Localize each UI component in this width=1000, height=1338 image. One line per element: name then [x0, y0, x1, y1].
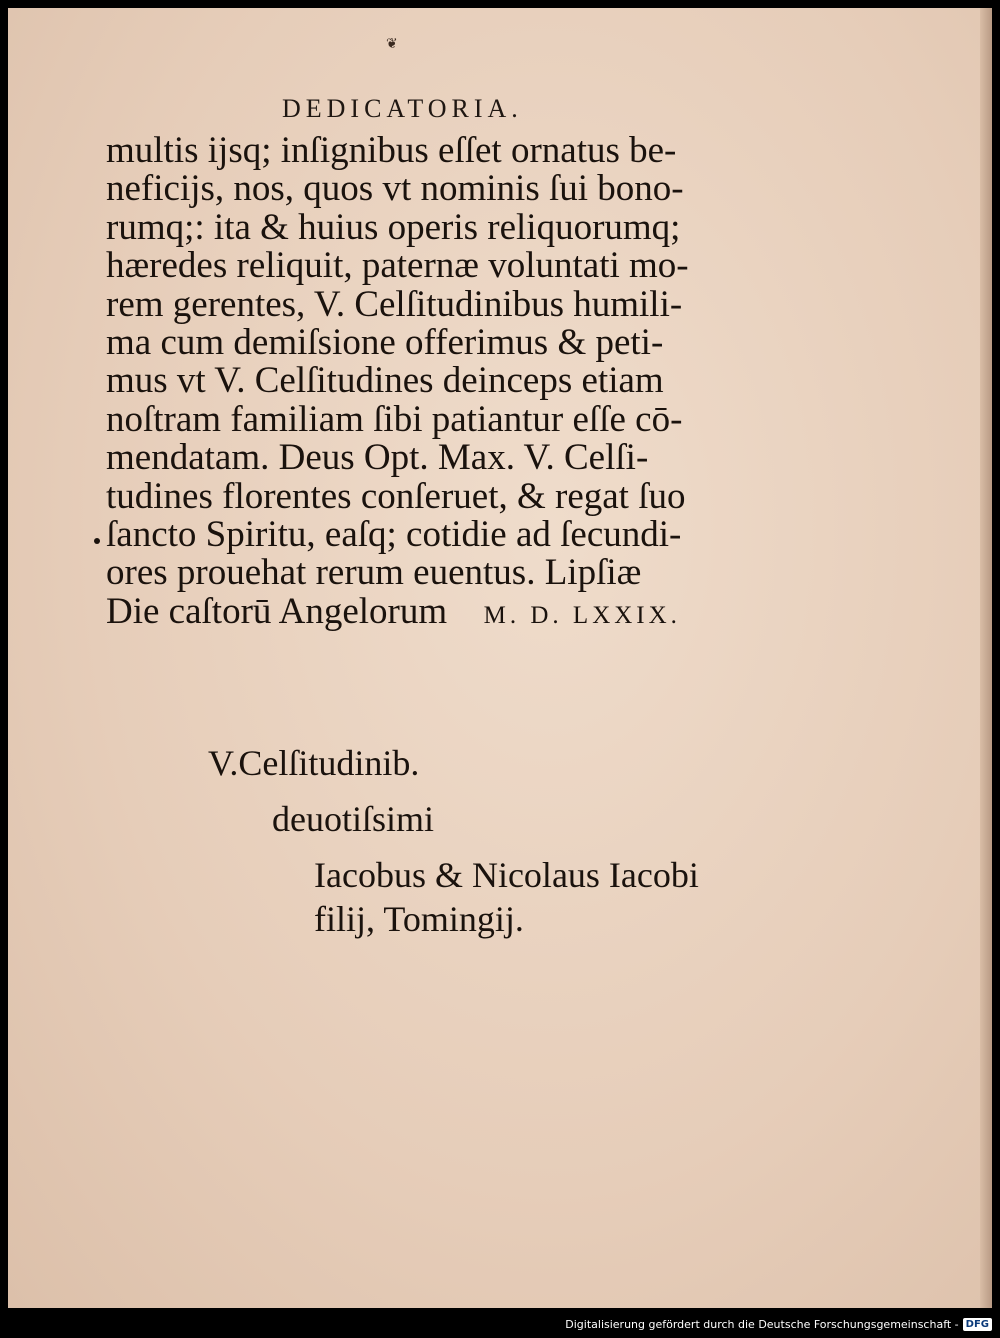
text-line: ſancto Spiritu, eaſq; cotidie ad ſecundi- — [106, 514, 682, 556]
signature-line-3: Iacobus & Nicolaus Iacobi — [314, 855, 699, 895]
running-head: DEDICATORIA. — [282, 94, 523, 123]
text-line: ores prouehat rerum euentus. Lipſiæ — [106, 552, 642, 594]
footer-text: Digitalisierung gefördert durch die Deutsche Forschungsgemeinschaft - — [565, 1317, 959, 1331]
text-line: multis ijsq; inſignibus eſſet ornatus be- — [106, 130, 677, 171]
date-year: M. D. LXXIX. — [483, 601, 681, 629]
signature-line-4: filij, Tomingij. — [314, 899, 524, 939]
signature-line-1: V.Celſitudinib. — [208, 743, 420, 783]
ornament-mark: ❦ — [386, 36, 398, 52]
text-line: noſtram familiam ſibi patiantur eſſe cō- — [106, 398, 683, 440]
signature-line-2: deuotiſsimi — [272, 799, 434, 839]
text-line: ma cum demiſsione offerimus & peti- — [106, 322, 664, 364]
date-text: Die caſtorū Angelorum — [106, 590, 448, 632]
text-line: tudines florentes conſeruet, & regat ſuo — [106, 475, 686, 517]
text-line: rumq;: ita & huius operis reliquorumq; — [106, 206, 681, 248]
digitization-footer — [565, 1312, 992, 1336]
text-line: neficijs, nos, quos vt nominis ſui bono- — [106, 168, 684, 210]
page-edge — [980, 8, 992, 1308]
dfg-logo: DFG — [963, 1318, 992, 1331]
text-line: mendatam. Deus Opt. Max. V. Celſi- — [106, 437, 649, 479]
margin-mark — [94, 538, 100, 544]
text-line: mus vt V. Celſitudines deinceps etiam — [106, 360, 664, 402]
dedication-text — [106, 132, 806, 635]
book-page — [8, 8, 992, 1308]
text-line: hæredes reliquit, paternæ voluntati mo- — [106, 245, 689, 287]
date-line — [106, 590, 806, 635]
text-line: rem gerentes, V. Celſitudinibus humili- — [106, 283, 683, 325]
